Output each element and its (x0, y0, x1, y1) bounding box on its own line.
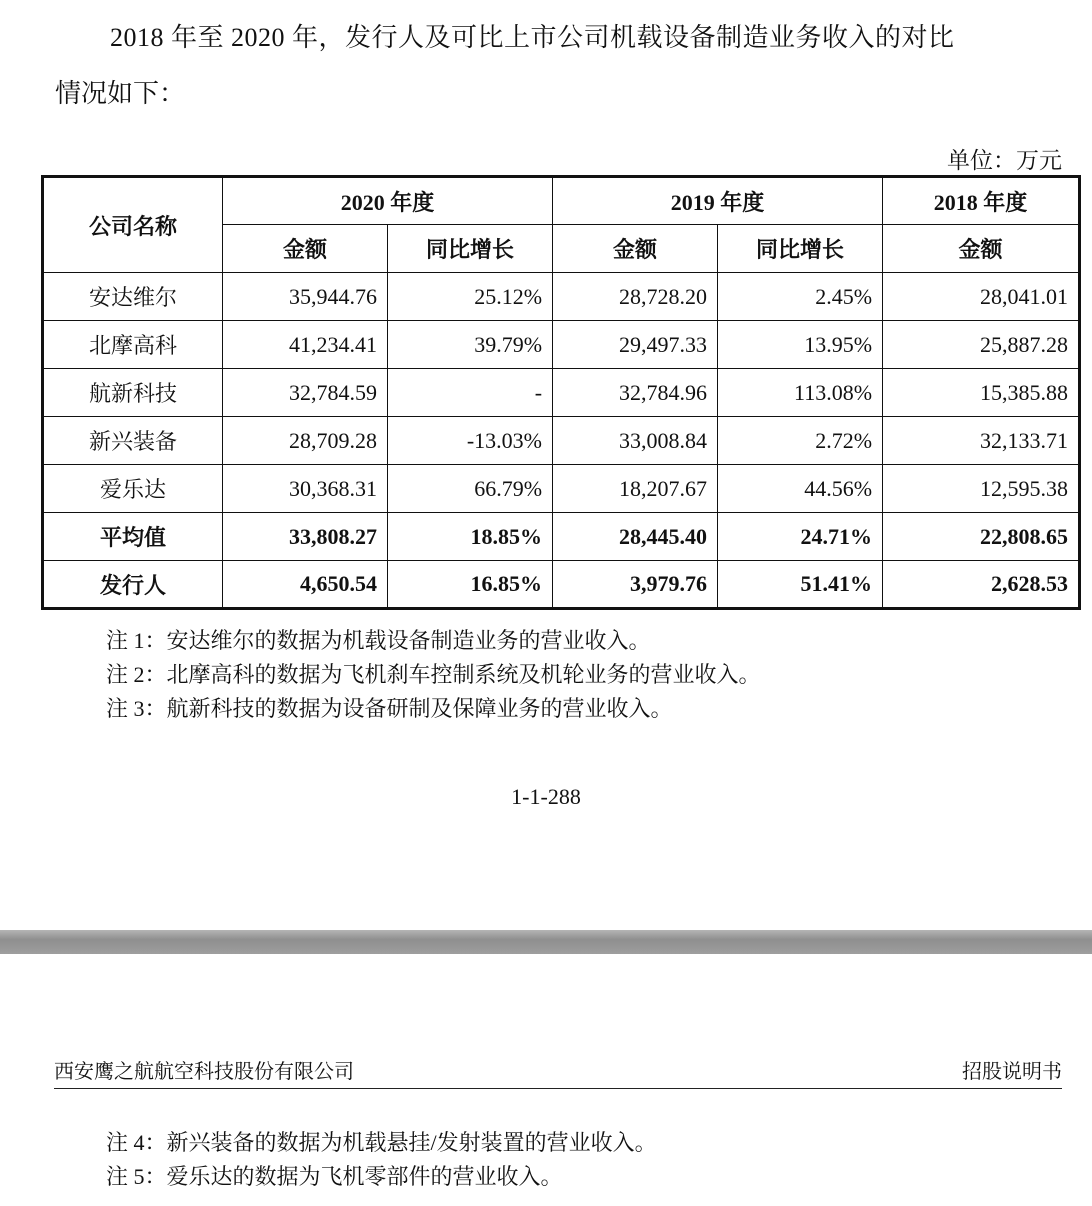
header-year-2019: 2019 年度 (553, 177, 883, 225)
amount-2019: 18,207.67 (553, 465, 718, 513)
table-row (43, 321, 1080, 369)
amount-2019: 28,445.40 (553, 513, 718, 561)
page-break-divider (0, 930, 1092, 954)
amount-2019: 29,497.33 (553, 321, 718, 369)
note-2: 注 2：北摩高科的数据为飞机刹车控制系统及机轮业务的营业收入。 (106, 662, 761, 687)
intro-line-1: 2018 年至 2020 年，发行人及可比上市公司机载设备制造业务收入的对比 (110, 23, 955, 52)
growth-2020: 39.79% (388, 321, 553, 369)
growth-2019: 13.95% (718, 321, 883, 369)
amount-2018: 22,808.65 (883, 513, 1080, 561)
header-year-2018: 2018 年度 (883, 177, 1080, 225)
amount-2018: 12,595.38 (883, 465, 1080, 513)
growth-2019: 113.08% (718, 369, 883, 417)
company-name: 发行人 (43, 561, 223, 609)
subheader-amount: 金额 (553, 225, 718, 273)
table-header-row (43, 177, 1080, 225)
subheader-amount: 金额 (883, 225, 1080, 273)
growth-2020: - (388, 369, 553, 417)
table-row-average (43, 513, 1080, 561)
table-row-issuer (43, 561, 1080, 609)
growth-2019: 51.41% (718, 561, 883, 609)
amount-2020: 32,784.59 (223, 369, 388, 417)
table-row (43, 369, 1080, 417)
table-notes (106, 624, 761, 726)
amount-2020: 30,368.31 (223, 465, 388, 513)
growth-2019: 2.45% (718, 273, 883, 321)
intro-paragraph (55, 10, 1065, 122)
growth-2020: -13.03% (388, 417, 553, 465)
amount-2019: 3,979.76 (553, 561, 718, 609)
subheader-growth: 同比增长 (718, 225, 883, 273)
subheader-amount: 金额 (223, 225, 388, 273)
table-row (43, 273, 1080, 321)
amount-2020: 4,650.54 (223, 561, 388, 609)
table-notes-continued (106, 1126, 657, 1194)
growth-2020: 16.85% (388, 561, 553, 609)
note-1: 注 1：安达维尔的数据为机载设备制造业务的营业收入。 (106, 628, 651, 653)
note-4: 注 4：新兴装备的数据为机载悬挂/发射装置的营业收入。 (106, 1130, 657, 1155)
company-name: 航新科技 (43, 369, 223, 417)
unit-label: 单位：万元 (947, 148, 1062, 173)
company-name: 北摩高科 (43, 321, 223, 369)
page-number: 1-1-288 (511, 784, 581, 809)
amount-2020: 33,808.27 (223, 513, 388, 561)
amount-2020: 41,234.41 (223, 321, 388, 369)
page-header (54, 1056, 1062, 1089)
intro-line-2: 情况如下： (55, 79, 186, 108)
amount-2018: 32,133.71 (883, 417, 1080, 465)
amount-2019: 28,728.20 (553, 273, 718, 321)
amount-2018: 25,887.28 (883, 321, 1080, 369)
growth-2019: 24.71% (718, 513, 883, 561)
growth-2019: 2.72% (718, 417, 883, 465)
table-row (43, 417, 1080, 465)
company-name: 新兴装备 (43, 417, 223, 465)
amount-2018: 15,385.88 (883, 369, 1080, 417)
growth-2020: 66.79% (388, 465, 553, 513)
company-name: 平均值 (43, 513, 223, 561)
amount-2019: 33,008.84 (553, 417, 718, 465)
subheader-growth: 同比增长 (388, 225, 553, 273)
amount-2018: 28,041.01 (883, 273, 1080, 321)
table-row (43, 465, 1080, 513)
header-doc-type: 招股说明书 (962, 1061, 1062, 1083)
amount-2018: 2,628.53 (883, 561, 1080, 609)
header-company: 公司名称 (43, 177, 223, 273)
company-name: 安达维尔 (43, 273, 223, 321)
company-name: 爱乐达 (43, 465, 223, 513)
amount-2019: 32,784.96 (553, 369, 718, 417)
growth-2020: 25.12% (388, 273, 553, 321)
note-5: 注 5：爱乐达的数据为飞机零部件的营业收入。 (106, 1164, 563, 1189)
amount-2020: 28,709.28 (223, 417, 388, 465)
amount-2020: 35,944.76 (223, 273, 388, 321)
growth-2019: 44.56% (718, 465, 883, 513)
header-company-name: 西安鹰之航航空科技股份有限公司 (54, 1061, 354, 1083)
note-3: 注 3：航新科技的数据为设备研制及保障业务的营业收入。 (106, 696, 673, 721)
growth-2020: 18.85% (388, 513, 553, 561)
header-year-2020: 2020 年度 (223, 177, 553, 225)
comparison-table (41, 175, 1081, 610)
